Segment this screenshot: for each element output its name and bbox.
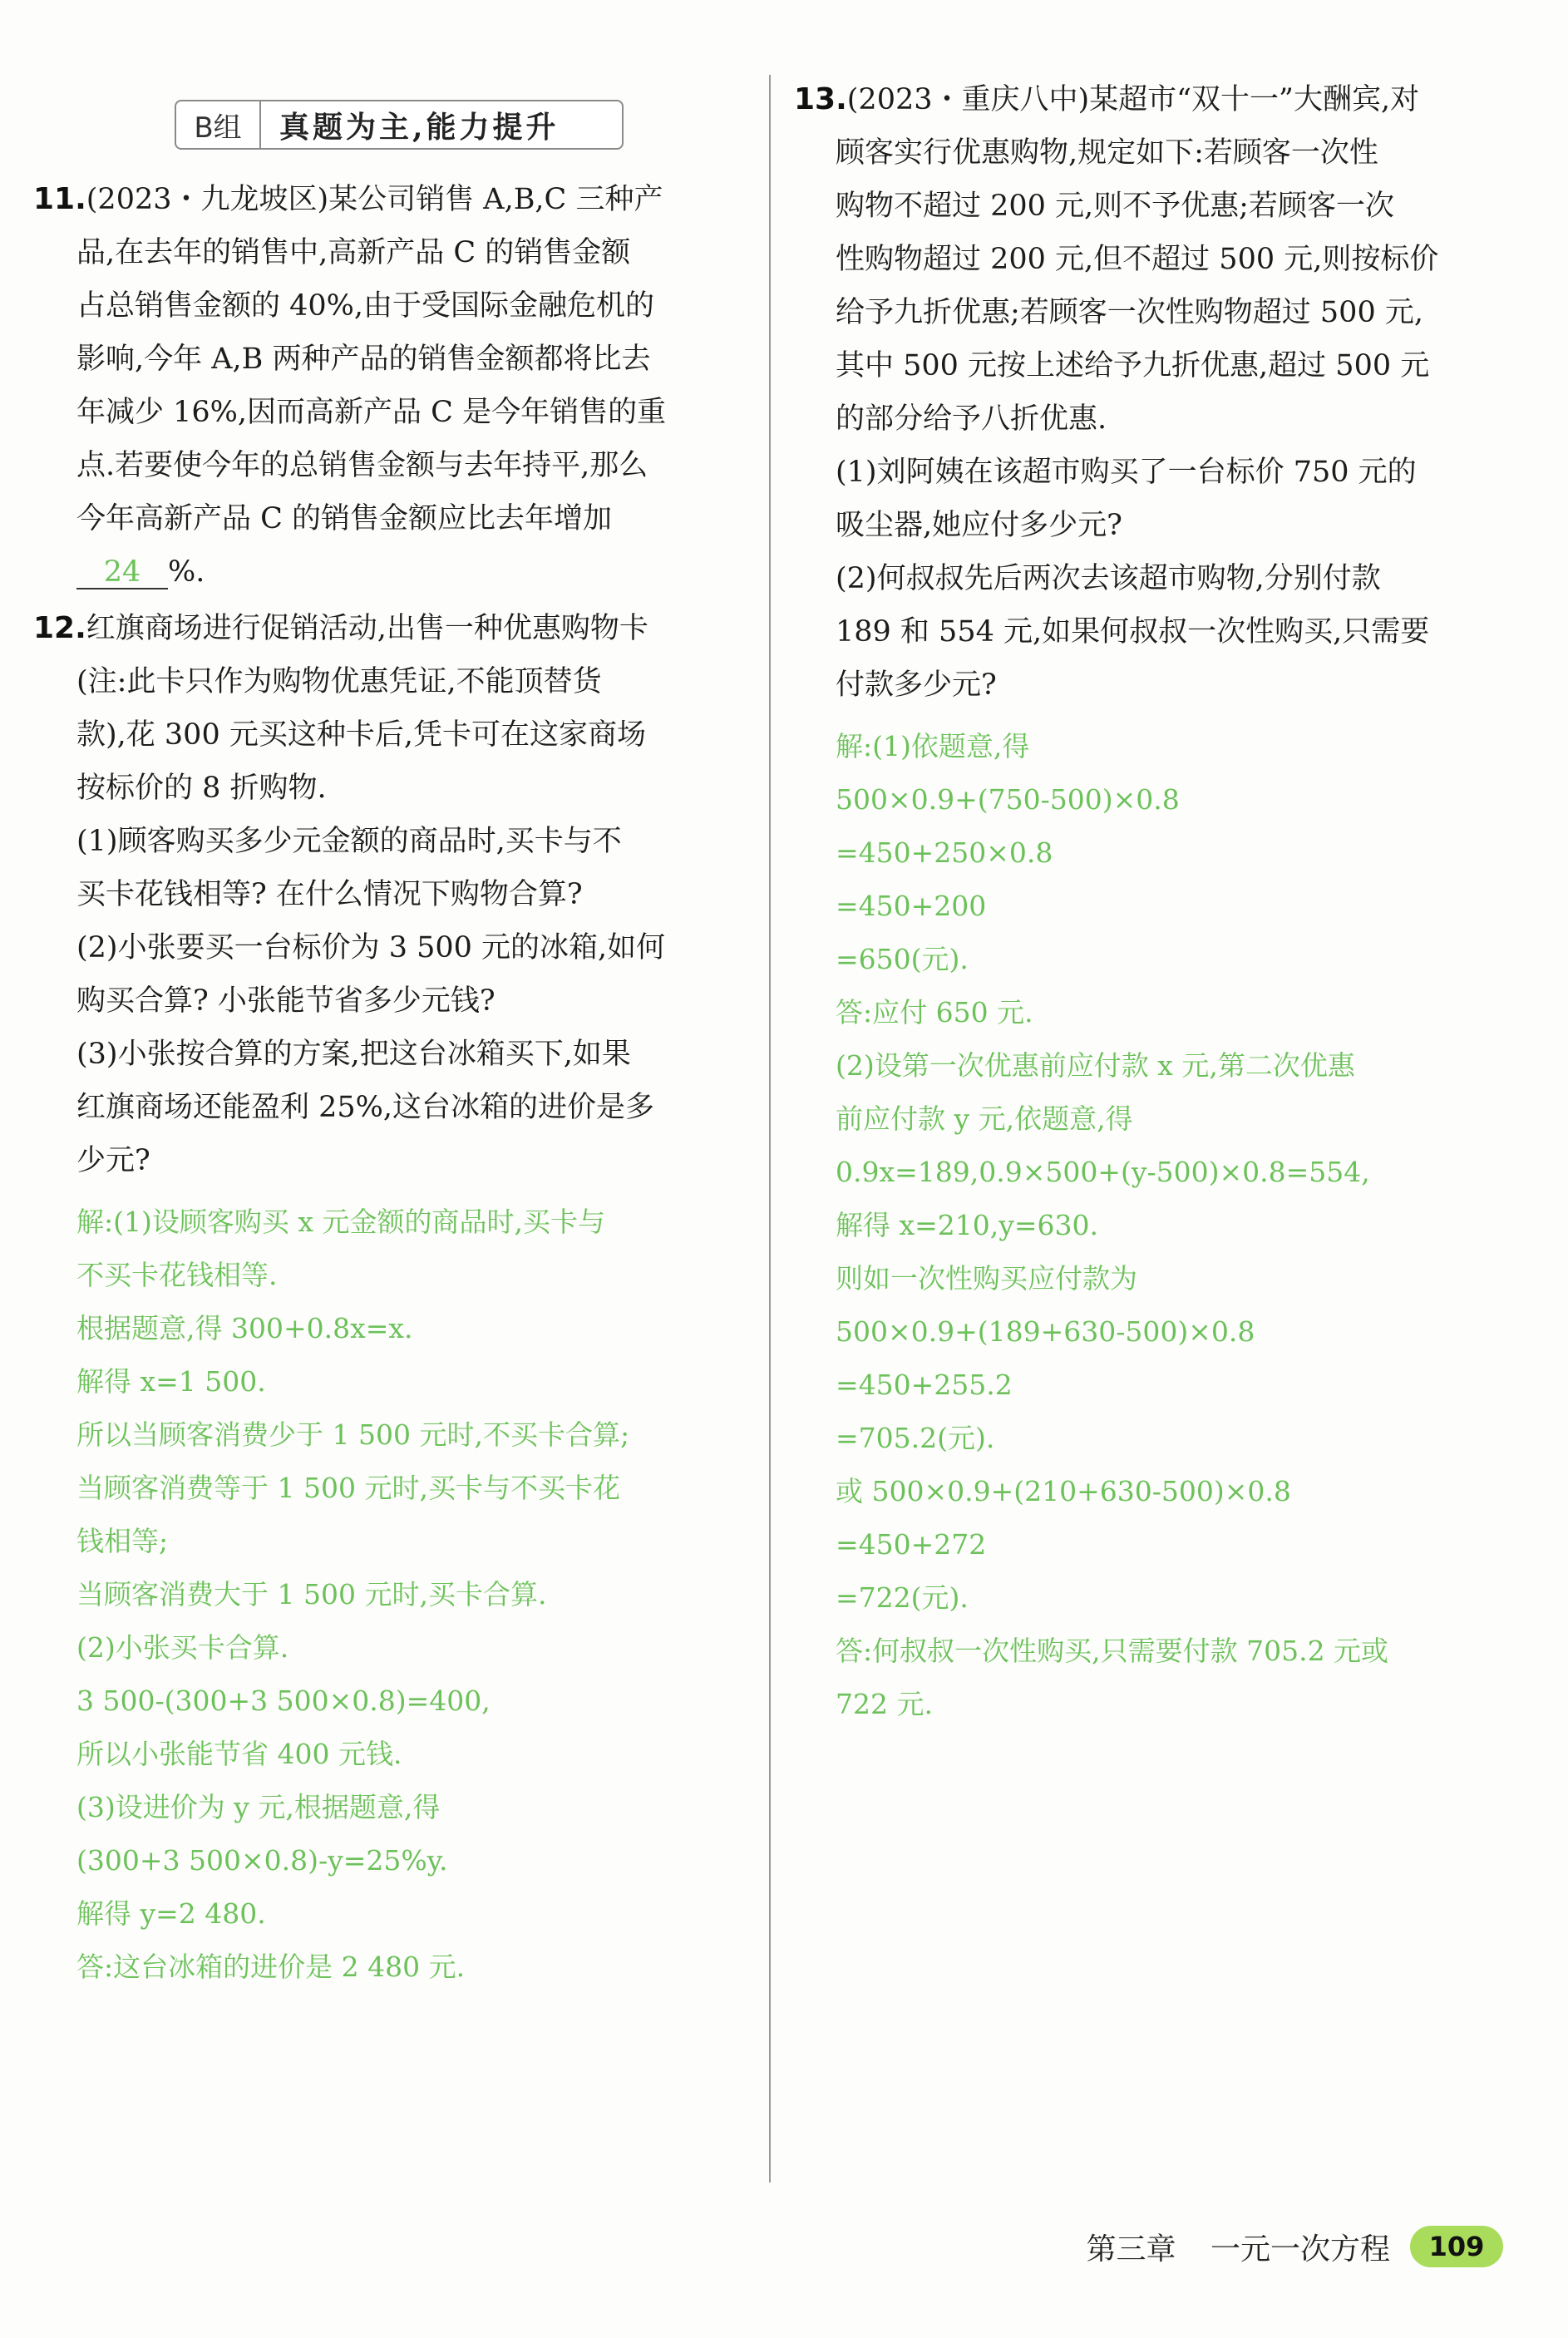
solution-line: =650(元). <box>836 943 969 975</box>
solution-line: 根据题意,得 300+0.8x=x. <box>76 1312 413 1344</box>
solution-line: 答:何叔叔一次性购买,只需要付款 705.2 元或 <box>836 1635 1389 1667</box>
solution-line: =450+272 <box>836 1528 987 1561</box>
solution-line: (300+3 500×0.8)-y=25%y. <box>76 1844 448 1877</box>
question-line: 品,在去年的销售中,高新产品 C 的销售金额 <box>76 236 631 269</box>
question-line: 性购物超过 200 元,但不超过 500 元,则按标价 <box>836 243 1439 276</box>
question-line: 少元? <box>76 1144 150 1177</box>
solution-line: 则如一次性购买应付款为 <box>836 1262 1137 1295</box>
solution-line: 答:这台冰箱的进价是 2 480 元. <box>76 1951 466 1983</box>
column-divider <box>769 75 771 2183</box>
question-number: 12. <box>33 611 86 645</box>
question-line: 款),花 300 元买这种卡后,凭卡可在这家商场 <box>76 718 646 752</box>
solution-line: 答:应付 650 元. <box>836 996 1033 1028</box>
solution-line: =450+200 <box>836 890 987 922</box>
question-number: 11. <box>33 182 86 216</box>
question-line: (2)何叔叔先后两次去该超市购物,分别付款 <box>836 562 1381 595</box>
solution-line: 解得 y=2 480. <box>76 1897 266 1930</box>
question-line: (2023・重庆八中)某超市“双十一”大酬宾,对 <box>846 83 1420 116</box>
question-line: 给予九折优惠;若顾客一次性购物超过 500 元, <box>836 296 1423 329</box>
solution-line: 或 500×0.9+(210+630-500)×0.8 <box>836 1475 1291 1507</box>
page-footer <box>1087 2223 1503 2270</box>
chapter-title: 第三章 一元一次方程 <box>1086 2232 1390 2266</box>
solution-line: 钱相等; <box>76 1525 169 1557</box>
group-tag: B组 <box>176 101 261 148</box>
question-line: 购物不超过 200 元,则不予优惠;若顾客一次 <box>836 190 1394 223</box>
question-line: (1)刘阿姨在该超市购买了一台标价 750 元的 <box>836 456 1417 489</box>
solution-line: (3)设进价为 y 元,根据题意,得 <box>76 1791 441 1823</box>
solution-line: 解得 x=1 500. <box>76 1365 266 1398</box>
solution-line: 722 元. <box>836 1688 933 1720</box>
question-line: 的部分给予八折优惠. <box>836 402 1107 436</box>
solution-line: 0.9x=189,0.9×500+(y-500)×0.8=554, <box>836 1156 1370 1188</box>
solution-line: 500×0.9+(189+630-500)×0.8 <box>836 1315 1255 1348</box>
question-line: (1)顾客购买多少元金额的商品时,买卡与不 <box>76 825 622 858</box>
question-line: 其中 500 元按上述给予九折优惠,超过 500 元 <box>836 349 1430 382</box>
solution-line: 解得 x=210,y=630. <box>836 1209 1098 1241</box>
question-line: 按标价的 8 折购物. <box>76 772 327 805</box>
group-title: 真题为主,能力提升 <box>279 109 560 145</box>
question-line: 购买合算? 小张能节省多少元钱? <box>76 984 496 1018</box>
solution-line: =722(元). <box>836 1581 969 1614</box>
question-line: (注:此卡只作为购物优惠凭证,不能顶替货 <box>76 665 602 698</box>
question-line: (2023・九龙坡区)某公司销售 A,B,C 三种产 <box>86 183 663 216</box>
question-line: 年减少 16%,因而高新产品 C 是今年销售的重 <box>76 396 667 429</box>
solution-line: =450+255.2 <box>836 1369 1013 1401</box>
question-line: 占总销售金额的 40%,由于受国际金融危机的 <box>76 289 655 323</box>
question-line: 影响,今年 A,B 两种产品的销售金额都将比去 <box>76 343 651 376</box>
question-number: 13. <box>794 82 847 116</box>
solution-line: 所以当顾客消费少于 1 500 元时,不买卡合算; <box>76 1418 630 1451</box>
solution-line: 前应付款 y 元,依题意,得 <box>836 1102 1133 1135</box>
solution-line: 当顾客消费等于 1 500 元时,买卡与不买卡花 <box>76 1472 620 1504</box>
blank-suffix: %. <box>168 555 205 589</box>
question-line: (3)小张按合算的方案,把这台冰箱买下,如果 <box>76 1038 631 1071</box>
page-number-badge: 109 <box>1410 2226 1503 2267</box>
solution-line: 所以小张能节省 400 元钱. <box>76 1738 402 1770</box>
question-line: 红旗商场还能盈利 25%,这台冰箱的进价是多 <box>76 1091 655 1124</box>
solution-line: 3 500-(300+3 500×0.8)=400, <box>76 1684 491 1717</box>
question-line: 顾客实行优惠购物,规定如下:若顾客一次性 <box>836 136 1378 170</box>
solution-line: =450+250×0.8 <box>836 836 1053 869</box>
solution-line: (2)小张买卡合算. <box>76 1631 289 1664</box>
solution-line: =705.2(元). <box>836 1422 995 1454</box>
solution-line: (2)设第一次优惠前应付款 x 元,第二次优惠 <box>836 1049 1355 1082</box>
solution-line: 500×0.9+(750-500)×0.8 <box>836 783 1180 816</box>
solution-line: 解:(1)依题意,得 <box>836 730 1030 762</box>
question-line: 吸尘器,她应付多少元? <box>836 509 1122 542</box>
group-header <box>175 100 624 150</box>
solution-line: 解:(1)设顾客购买 x 元金额的商品时,买卡与 <box>76 1206 605 1238</box>
question-line: 红旗商场进行促销活动,出售一种优惠购物卡 <box>86 612 648 645</box>
question-line: 点.若要使今年的总销售金额与去年持平,那么 <box>76 449 648 482</box>
question-line: 今年高新产品 C 的销售金额应比去年增加 <box>76 502 613 535</box>
question-line: (2)小张要买一台标价为 3 500 元的冰箱,如何 <box>76 931 666 964</box>
solution-line: 不买卡花钱相等. <box>76 1259 278 1291</box>
question-line: 189 和 554 元,如果何叔叔一次性购买,只需要 <box>836 615 1430 649</box>
solution-line: 当顾客消费大于 1 500 元时,买卡合算. <box>76 1578 547 1610</box>
answer-blank: 24 <box>76 556 168 589</box>
question-line: 买卡花钱相等? 在什么情况下购物合算? <box>76 878 583 911</box>
question-line: 付款多少元? <box>836 668 997 702</box>
